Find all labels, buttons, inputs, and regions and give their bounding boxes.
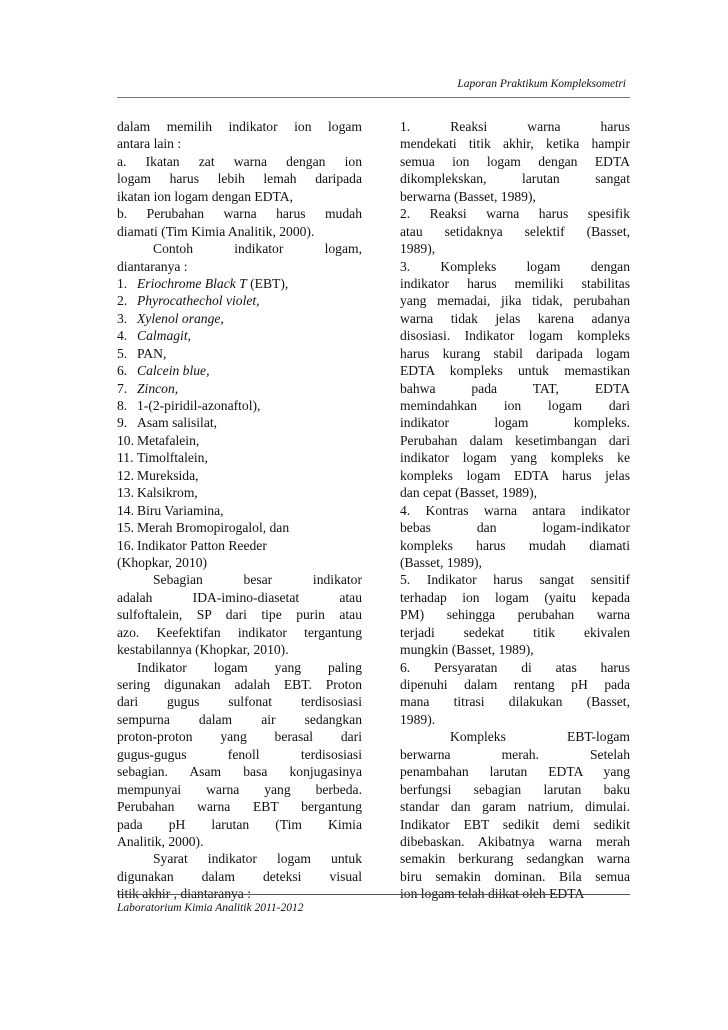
text-line: mungkin (Basset, 1989), bbox=[400, 642, 534, 658]
text-line: Contoh indikator logam, bbox=[153, 241, 362, 257]
indicator-number: 16. bbox=[117, 537, 134, 553]
indicator-item bbox=[117, 537, 362, 554]
indicator-item bbox=[117, 292, 362, 309]
text-line: sering digunakan adalah EBT. Proton bbox=[117, 677, 362, 692]
indicator-suffix: (EBT), bbox=[246, 275, 289, 291]
indicator-item bbox=[117, 432, 362, 449]
text-line: sulfoftalein, SP dari tipe purin atau bbox=[117, 607, 362, 623]
indicator-name: Zincon, bbox=[137, 380, 179, 396]
indicator-name: Indikator Patton Reeder bbox=[137, 537, 267, 553]
text-line: mendekati titik akhir, ketika hampir bbox=[400, 136, 630, 152]
text-line: indikator logam yang kompleks ke bbox=[400, 450, 630, 466]
text-line: bahwa pada TAT, EDTA bbox=[400, 380, 630, 396]
indicator-number: 9. bbox=[117, 415, 128, 431]
indicator-name: Metafalein, bbox=[137, 432, 200, 448]
header-rule bbox=[117, 97, 630, 98]
text-line: adalah IDA-imino-diasetat atau bbox=[117, 589, 362, 605]
text-line: proton-proton yang berasal dari bbox=[117, 729, 362, 745]
text-line: kompleks harus mudah diamati bbox=[400, 537, 630, 553]
text-line: a. Ikatan zat warna dengan ion bbox=[117, 153, 362, 169]
text-line: mana titrasi dilakukan (Basset, bbox=[400, 694, 630, 710]
text-line: Analitik, 2000). bbox=[117, 833, 204, 849]
text-line: indikator harus memiliki stabilitas bbox=[400, 275, 630, 291]
indicator-number: 1. bbox=[117, 275, 128, 291]
text-line: indikator logam kompleks. bbox=[400, 415, 630, 431]
text-line: terhadap ion logam (yaitu kepada bbox=[400, 589, 630, 605]
text-line: berfungsi sebagian larutan baku bbox=[400, 781, 630, 797]
indicator-name: Xylenol orange, bbox=[137, 310, 224, 326]
indicator-name: Biru Variamina, bbox=[137, 502, 224, 518]
text-line: Syarat indikator logam untuk bbox=[153, 851, 362, 867]
indicator-number: 11. bbox=[117, 450, 134, 466]
text-line: yang memadai, jika tidak, perubahan bbox=[400, 293, 630, 309]
text-line: gugus-gugus fenoll terdisosiasi bbox=[117, 746, 362, 762]
text-line: digunakan dalam deteksi visual bbox=[117, 868, 362, 884]
indicator-number: 3. bbox=[117, 310, 128, 326]
text-line: berwarna (Basset, 1989), bbox=[400, 188, 536, 204]
text-line: Kompleks EBT-logam bbox=[450, 729, 630, 745]
page-footer bbox=[117, 894, 630, 920]
text-line: warna tidak jelas karena adanya bbox=[400, 310, 630, 326]
indicator-name: Calmagit, bbox=[137, 328, 192, 344]
indicator-name: Eriochrome Black T bbox=[137, 275, 247, 291]
indicator-item bbox=[117, 519, 362, 536]
indicator-name: Timolftalein, bbox=[137, 450, 208, 466]
indicator-name: PAN, bbox=[137, 345, 167, 361]
text-line: antara lain : bbox=[117, 136, 182, 152]
text-line: mempunyai warna yang berbeda. bbox=[117, 781, 362, 797]
text-line: dikomplekskan, larutan sangat bbox=[400, 171, 630, 187]
text-line: diamati (Tim Kimia Analitik, 2000). bbox=[117, 223, 315, 239]
indicator-number: 2. bbox=[117, 293, 128, 309]
indicator-item bbox=[117, 397, 362, 414]
indicator-item bbox=[117, 502, 362, 519]
indicator-number: 5. bbox=[117, 345, 128, 361]
text-line: (Basset, 1989), bbox=[400, 554, 482, 570]
text-line: disosiasi. Indikator logam kompleks bbox=[400, 328, 630, 344]
indicator-number: 8. bbox=[117, 398, 128, 413]
indicator-name: Mureksida, bbox=[137, 467, 199, 483]
indicator-number: 4. bbox=[117, 328, 128, 344]
indicator-item bbox=[117, 362, 362, 379]
text-line: 3. Kompleks logam dengan bbox=[400, 258, 630, 274]
text-line: ion logam telah diikat oleh EDTA bbox=[400, 886, 585, 902]
indicator-item bbox=[117, 484, 362, 501]
indicator-item bbox=[117, 345, 362, 362]
text-line: memindahkan ion logam dari bbox=[400, 398, 630, 413]
text-line: semakin berkurang sedangkan warna bbox=[400, 851, 630, 867]
text-line: 6. Persyaratan di atas harus bbox=[400, 659, 630, 675]
text-line: PM) sehingga perubahan warna bbox=[400, 607, 630, 623]
indicator-item bbox=[117, 380, 362, 397]
footer-rule bbox=[117, 894, 630, 895]
indicator-number: 10. bbox=[117, 432, 134, 448]
indicator-number: 7. bbox=[117, 380, 128, 396]
indicator-item bbox=[117, 327, 362, 344]
page-header bbox=[117, 78, 630, 98]
indicator-number: 12. bbox=[117, 467, 134, 483]
indicator-item bbox=[117, 310, 362, 327]
text-line: sebagian. Asam basa konjugasinya bbox=[117, 764, 362, 780]
text-line: ikatan ion logam dengan EDTA, bbox=[117, 188, 293, 204]
text-line: biru semakin dominan. Bila semua bbox=[400, 868, 630, 884]
indicator-name: Merah Bromopirogalol, dan bbox=[137, 520, 290, 536]
text-line: titik akhir , diantaranya : bbox=[117, 886, 252, 902]
text-line: harus kurang stabil daripada logam bbox=[400, 345, 630, 361]
indicator-name: Asam salisilat, bbox=[137, 415, 218, 431]
indicator-number: 14. bbox=[117, 502, 134, 518]
indicator-item bbox=[117, 414, 362, 431]
text-line: dari gugus sulfonat terdisosiasi bbox=[117, 694, 362, 710]
text-line: dan cepat (Basset, 1989), bbox=[400, 485, 538, 501]
right-column bbox=[400, 118, 630, 903]
indicator-name: Phyrocathechol violet, bbox=[137, 293, 260, 309]
text-line: logam harus lebih lemah daripada bbox=[117, 171, 362, 187]
text-line: bebas dan logam-indikator bbox=[400, 520, 630, 536]
citation: (Khopkar, 2010) bbox=[117, 554, 208, 570]
indicator-name: Kalsikrom, bbox=[137, 485, 198, 501]
text-line: 5. Indikator harus sangat sensitif bbox=[400, 572, 630, 588]
text-line: standar dan garam natrium, dimulai. bbox=[400, 799, 630, 815]
text-line: 1. Reaksi warna harus bbox=[400, 119, 630, 134]
text-line: dipenuhi dalam rentang pH pada bbox=[400, 677, 630, 692]
indicator-name: 1-(2-piridil-azonaftol), bbox=[137, 398, 261, 413]
footer-text: Laboratorium Kimia Analitik 2011-2012 bbox=[117, 902, 304, 914]
indicator-name: Calcein blue, bbox=[137, 363, 210, 379]
text-line: b. Perubahan warna harus mudah bbox=[117, 206, 362, 222]
text-line: penambahan larutan EDTA yang bbox=[400, 764, 630, 780]
indicator-list bbox=[117, 275, 362, 554]
text-line: atau setidaknya selektif (Basset, bbox=[400, 223, 630, 239]
text-line: kompleks logam EDTA harus jelas bbox=[400, 467, 630, 483]
text-line: sempurna dalam air sedangkan bbox=[117, 711, 362, 727]
left-column bbox=[117, 118, 362, 903]
text-line: diantaranya : bbox=[117, 258, 188, 274]
text-line: EDTA kompleks untuk memastikan bbox=[400, 363, 630, 379]
text-line: dalam memilih indikator ion logam bbox=[117, 119, 362, 134]
indicator-number: 6. bbox=[117, 363, 128, 379]
text-line: dibebaskan. Akibatnya warna merah bbox=[400, 833, 630, 849]
text-line: azo. Keefektifan indikator tergantung bbox=[117, 624, 362, 640]
text-line: Perubahan dalam kesetimbangan dari bbox=[400, 432, 630, 448]
text-line: berwarna merah. Setelah bbox=[400, 746, 630, 762]
text-line: Perubahan warna EBT bergantung bbox=[117, 799, 362, 815]
text-line: semua ion logam dengan EDTA bbox=[400, 153, 630, 169]
header-title: Laporan Praktikum Kompleksometri bbox=[457, 78, 626, 90]
text-line: Indikator EBT sedikit demi sedikit bbox=[400, 816, 630, 832]
text-line: kestabilannya (Khopkar, 2010). bbox=[117, 642, 289, 658]
text-line: terjadi sedekat titik ekivalen bbox=[400, 624, 630, 640]
indicator-number: 15. bbox=[117, 520, 134, 536]
text-line: Sebagian besar indikator bbox=[153, 572, 362, 588]
text-line: 1989), bbox=[400, 241, 436, 257]
indicator-item bbox=[117, 467, 362, 484]
text-line: 4. Kontras warna antara indikator bbox=[400, 502, 630, 518]
indicator-item bbox=[117, 449, 362, 466]
indicator-item bbox=[117, 275, 362, 292]
text-line: Indikator logam yang paling bbox=[137, 659, 362, 675]
text-line: 1989). bbox=[400, 711, 436, 727]
indicator-number: 13. bbox=[117, 485, 134, 501]
text-line: 2. Reaksi warna harus spesifik bbox=[400, 206, 630, 222]
text-line: pada pH larutan (Tim Kimia bbox=[117, 816, 362, 832]
